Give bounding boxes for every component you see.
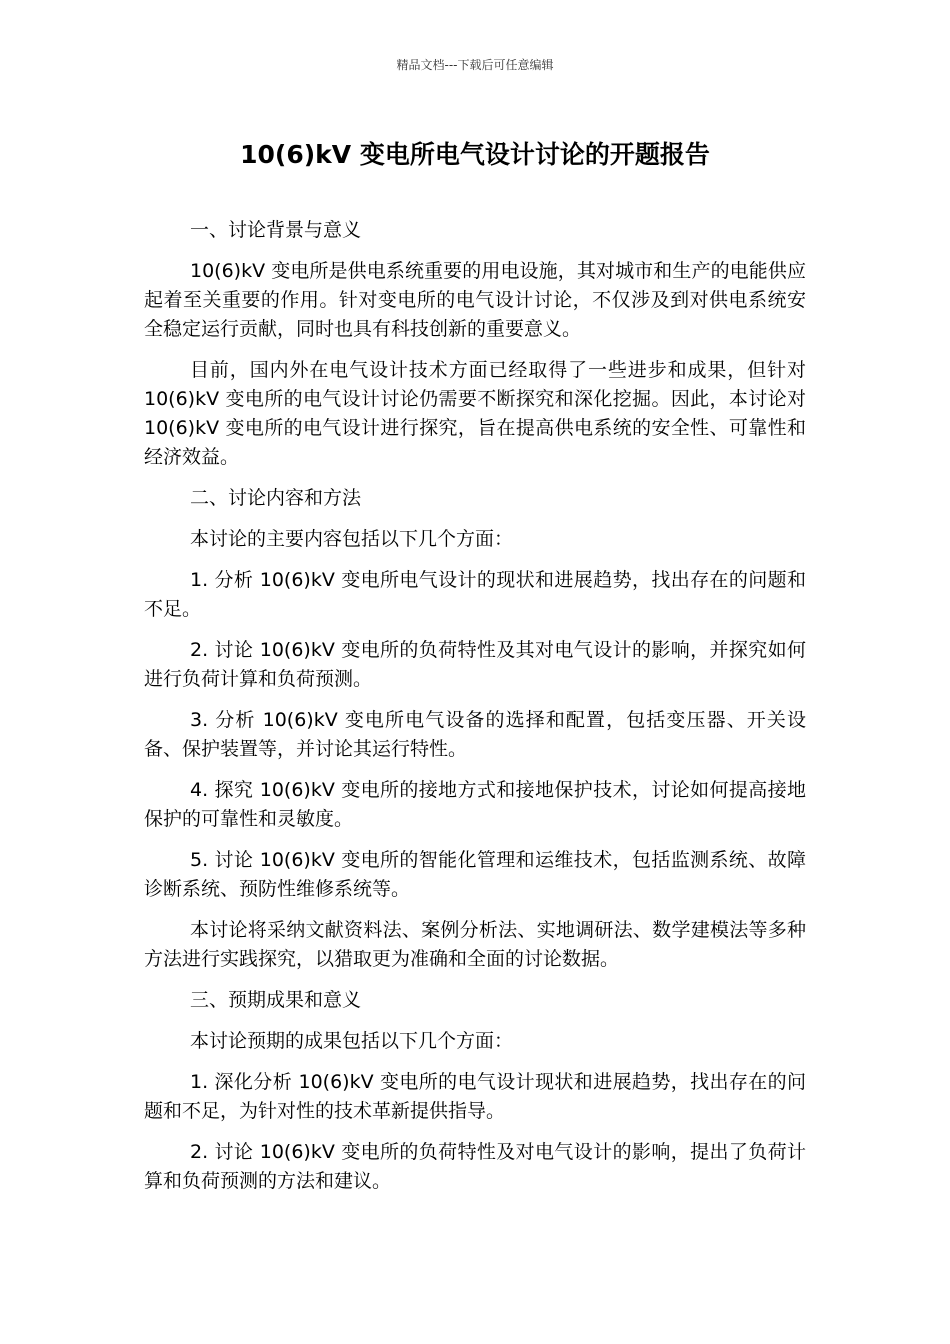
- paragraph-content-intro: 本讨论的主要内容包括以下几个方面：: [190, 528, 514, 550]
- paragraph-methods: 本讨论将采纳文献资料法、案例分析法、实地调研法、数学建模法等多种方法进行实践探究，以猎取更为准确和全面的讨论数据。: [144, 919, 806, 970]
- document-title: 10(6)kV 变电所电气设计讨论的开题报告: [240, 140, 710, 169]
- paragraph-outcomes-intro: 本讨论预期的成果包括以下几个方面：: [190, 1030, 514, 1052]
- list-item-content-3: 3. 分析 10(6)kV 变电所电气设备的选择和配置，包括变压器、开关设备、保护装置等，并讨论其运行特性。: [144, 709, 806, 760]
- list-item-content-2: 2. 讨论 10(6)kV 变电所的负荷特性及其对电气设计的影响，并探究如何进行负荷计算和负荷预测。: [144, 639, 806, 690]
- paragraph-background-2: 目前，国内外在电气设计技术方面已经取得了一些进步和成果，但针对 10(6)kV 变电所的电气设计讨论仍需要不断探究和深化挖掘。因此，本讨论对 10(6)kV 变电所的电气设计进行探究，旨在提高供电系统的安全性、可靠性和经济效益。: [144, 359, 806, 468]
- document-body: [144, 216, 806, 1208]
- section-heading-outcomes: 三、预期成果和意义: [190, 989, 362, 1011]
- paragraph-background-1: 10(6)kV 变电所是供电系统重要的用电设施，其对城市和生产的电能供应起着至关重要的作用。针对变电所的电气设计讨论，不仅涉及到对供电系统安全稳定运行贡献，同时也具有科技创新的重要意义。: [144, 260, 806, 340]
- header-note: 精品文档---下载后可任意编辑: [396, 58, 554, 72]
- list-item-outcome-1: 1. 深化分析 10(6)kV 变电所的电气设计现状和进展趋势，找出存在的问题和不足，为针对性的技术革新提供指导。: [144, 1071, 806, 1122]
- list-item-content-5: 5. 讨论 10(6)kV 变电所的智能化管理和运维技术，包括监测系统、故障诊断系统、预防性维修系统等。: [144, 849, 806, 900]
- list-item-content-4: 4. 探究 10(6)kV 变电所的接地方式和接地保护技术，讨论如何提高接地保护的可靠性和灵敏度。: [144, 779, 806, 830]
- section-heading-background: 一、讨论背景与意义: [190, 219, 362, 241]
- list-item-content-1: 1. 分析 10(6)kV 变电所电气设计的现状和进展趋势，找出存在的问题和不足。: [144, 569, 806, 620]
- list-item-outcome-2: 2. 讨论 10(6)kV 变电所的负荷特性及对电气设计的影响，提出了负荷计算和负荷预测的方法和建议。: [144, 1141, 806, 1192]
- section-heading-content: 二、讨论内容和方法: [190, 487, 362, 509]
